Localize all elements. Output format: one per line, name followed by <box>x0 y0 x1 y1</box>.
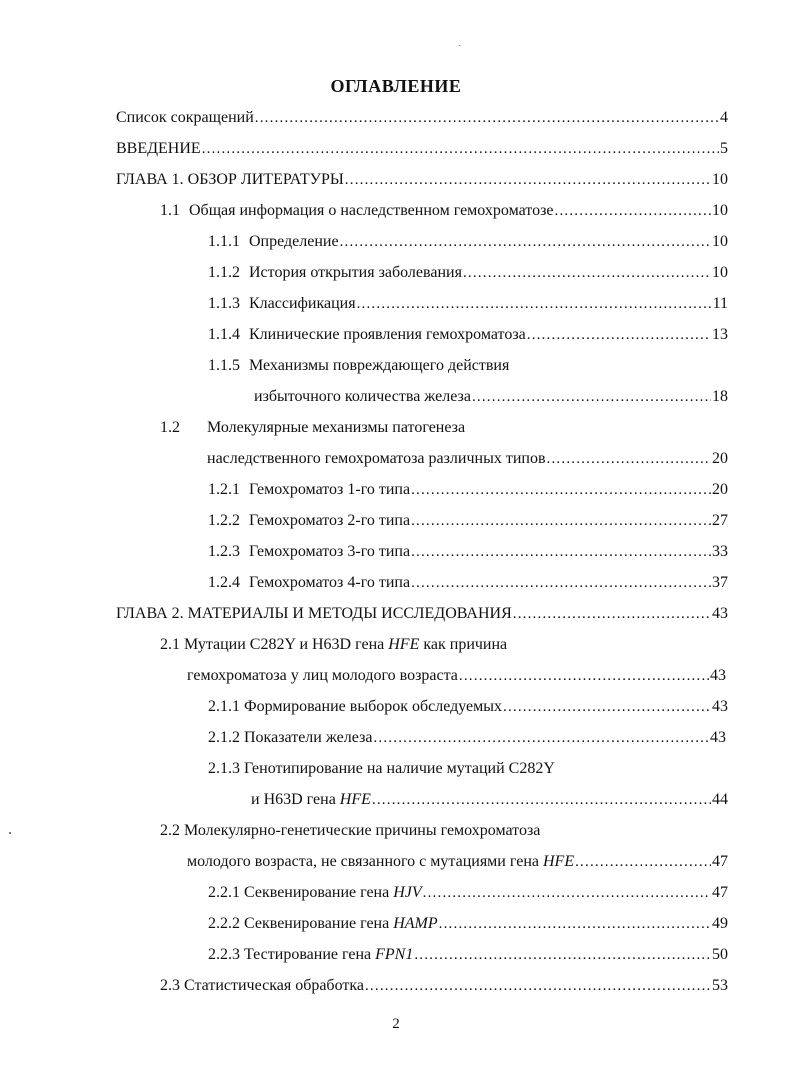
toc-leader-dots <box>372 790 711 810</box>
toc-entry-text: 2.1.2 Показатели железа <box>208 729 373 746</box>
toc-entry-1-2-1[interactable] <box>208 480 728 500</box>
toc-leader-dots <box>459 666 709 686</box>
toc-entry-text: ВВЕДЕНИЕ <box>116 140 201 157</box>
toc-page-number: 10 <box>712 171 728 188</box>
toc-section-number: 1.1 <box>160 202 180 219</box>
toc-page-number: 27 <box>712 512 728 529</box>
toc-entry-1-2-4[interactable] <box>208 573 728 593</box>
toc-leader-dots <box>463 263 711 283</box>
toc-section-number: 1.1.5 <box>208 357 240 374</box>
toc-entry-1-1-4[interactable] <box>208 325 728 345</box>
toc-page-number: 50 <box>712 946 728 963</box>
toc-entry-text: гемохроматоза у лиц молодого возраста <box>187 667 458 684</box>
toc-page-number: 43 <box>710 729 726 746</box>
toc-entry-text: Механизмы повреждающего действия <box>249 357 510 374</box>
toc-section-number: 1.2.2 <box>208 512 240 529</box>
scan-speck <box>9 832 11 834</box>
toc-page-number: 53 <box>712 977 728 994</box>
gene-name: HFE <box>339 791 371 808</box>
toc-entry-text: ГЛАВА 2. МАТЕРИАЛЫ И МЕТОДЫ ИССЛЕДОВАНИЯ <box>116 605 512 622</box>
toc-leader-dots <box>411 480 711 500</box>
toc-section-number: 1.2.1 <box>208 481 240 498</box>
toc-page-number: 33 <box>712 543 728 560</box>
toc-page-number: 18 <box>712 388 728 405</box>
toc-leader-dots <box>202 139 719 159</box>
toc-entry-text: Гемохроматоз 2-го типа <box>249 512 411 529</box>
toc-entry-2-2-2[interactable] <box>208 914 728 934</box>
toc-entry-text: избыточного количества железа <box>254 388 471 405</box>
toc-section-number: 1.1.2 <box>208 264 240 281</box>
toc-entry-2-1-3-continued[interactable] <box>251 790 728 810</box>
toc-page-number: 10 <box>712 202 728 219</box>
toc-entry-text: 2.3 Статистическая обработка <box>160 977 364 994</box>
toc-leader-dots <box>411 542 711 562</box>
toc-entry-1-1[interactable] <box>160 201 728 221</box>
toc-entry-chapter-1[interactable] <box>116 170 728 190</box>
toc-leader-dots <box>345 170 711 190</box>
toc-section-number: 1.1.4 <box>208 326 240 343</box>
toc-leader-dots <box>513 604 711 624</box>
page-title: ОГЛАВЛЕНИЕ <box>330 76 462 96</box>
toc-leader-dots <box>255 108 719 128</box>
toc-section-number: 1.2.3 <box>208 543 240 560</box>
toc-page-number: 43 <box>712 698 728 715</box>
toc-page-number: 10 <box>712 233 728 250</box>
toc-entry-chapter-2[interactable] <box>116 604 728 624</box>
toc-leader-dots <box>411 573 711 593</box>
toc-leader-dots <box>411 511 711 531</box>
toc-entry-2-1-continued[interactable] <box>187 666 726 686</box>
toc-entry-2-1-3[interactable] <box>208 759 555 779</box>
toc-entry-2-3[interactable] <box>160 976 728 996</box>
toc-entry-2-2[interactable] <box>160 821 540 841</box>
gene-name: FPN1 <box>375 946 414 963</box>
toc-entry-text: Клинические проявления гемохроматоза <box>249 326 526 343</box>
toc-entry-2-1[interactable] <box>160 635 507 655</box>
toc-leader-dots <box>503 697 711 717</box>
gene-name: HAMP <box>393 915 438 932</box>
toc-leader-dots <box>472 387 711 407</box>
toc-entry-text: Молекулярные механизмы патогенеза <box>207 419 466 436</box>
toc-page-number: 43 <box>710 667 726 684</box>
toc-page-number: 44 <box>712 791 728 808</box>
toc-entry-text: 2.1 Мутации C282Y и H63D гена HFE как причина <box>160 636 508 653</box>
toc-entry-text: 2.2.2 Секвенирование гена HAMP <box>208 915 438 932</box>
toc-entry-text: 2.1.1 Формирование выборок обследуемых <box>208 698 502 715</box>
toc-page-number: 47 <box>712 884 728 901</box>
toc-leader-dots <box>575 852 711 872</box>
toc-entry-2-1-1[interactable] <box>208 697 728 717</box>
toc-leader-dots <box>547 449 711 469</box>
toc-page-number: 20 <box>712 481 728 498</box>
toc-entry-2-2-1[interactable] <box>208 883 728 903</box>
toc-section-number: 1.2.4 <box>208 574 240 591</box>
toc-section-number: 1.2 <box>160 419 180 436</box>
toc-entry-1-2-3[interactable] <box>208 542 728 562</box>
toc-page-number: 20 <box>712 450 728 467</box>
toc-entry-text: Гемохроматоз 4-го типа <box>249 574 411 591</box>
toc-entry-1-2-2[interactable] <box>208 511 728 531</box>
toc-entry-1-2-continued[interactable] <box>207 449 728 469</box>
toc-page-number: 11 <box>712 295 728 312</box>
toc-section-number: 1.1.3 <box>208 295 240 312</box>
toc-page-number: 43 <box>712 605 728 622</box>
toc-entry-text: Классификация <box>249 295 356 312</box>
toc-entry-text: ГЛАВА 1. ОБЗОР ЛИТЕРАТУРЫ <box>116 171 344 188</box>
toc-entry-1-1-3[interactable] <box>208 294 728 314</box>
toc-entry-1-1-5-continued[interactable] <box>254 387 728 407</box>
toc-page-number: 10 <box>712 264 728 281</box>
toc-leader-dots <box>357 294 712 314</box>
toc-entry-text: 2.2.3 Тестирование гена FPN1 <box>208 946 414 963</box>
toc-entry-text: 2.2.1 Секвенирование гена HJV <box>208 884 422 901</box>
toc-page-number: 13 <box>712 326 728 343</box>
toc-entry-text: 2.2 Молекулярно-генетические причины гемохроматоза <box>160 822 541 839</box>
gene-name: HFE <box>542 853 575 870</box>
toc-leader-dots <box>365 976 711 996</box>
toc-section-number: 1.1.1 <box>208 233 240 250</box>
page-number: 2 <box>392 1016 400 1032</box>
toc-entry-text: Общая информация о наследственном гемохроматозе <box>189 202 554 219</box>
toc-entry-text: Гемохроматоз 1-го типа <box>249 481 411 498</box>
toc-entry-2-1-2[interactable] <box>208 728 726 748</box>
toc-entry-text: 2.1.3 Генотипирование на наличие мутаций C282Y <box>208 760 555 777</box>
toc-entry-text: Гемохроматоз 3-го типа <box>249 543 411 560</box>
toc-leader-dots <box>527 325 711 345</box>
toc-entry-abbreviations[interactable] <box>116 108 728 128</box>
toc-page-number: 49 <box>712 915 728 932</box>
toc-entry-2-2-continued[interactable] <box>187 852 728 872</box>
toc-entry-text: Определение <box>249 233 339 250</box>
gene-name: HJV <box>393 884 422 901</box>
toc-leader-dots <box>555 201 712 221</box>
toc-entry-text: молодого возраста, не связанного с мутациями гена HFE <box>187 853 575 870</box>
toc-leader-dots <box>414 945 711 965</box>
toc-page-number: 47 <box>712 853 728 870</box>
toc-leader-dots <box>439 914 711 934</box>
toc-entry-text: и H63D гена HFE <box>251 791 371 808</box>
scan-mark: ˏ <box>458 36 462 47</box>
toc-entry-introduction[interactable] <box>116 139 728 159</box>
toc-page-number: 37 <box>712 574 728 591</box>
toc-page-number: 5 <box>720 140 728 157</box>
gene-name: HFE <box>388 636 420 653</box>
toc-entry-text: наследственного гемохроматоза различных типов <box>207 450 546 467</box>
toc-entry-1-1-2[interactable] <box>208 263 728 283</box>
toc-entry-text: История открытия заболевания <box>249 264 462 281</box>
toc-entry-text: Список сокращений <box>116 109 254 126</box>
toc-entry-1-1-1[interactable] <box>208 232 728 252</box>
toc-leader-dots <box>423 883 711 903</box>
toc-leader-dots <box>340 232 711 252</box>
toc-entry-2-2-3[interactable] <box>208 945 728 965</box>
toc-page-number: 4 <box>720 109 728 126</box>
toc-entry-1-1-5[interactable] <box>208 356 509 376</box>
toc-leader-dots <box>373 728 709 748</box>
toc-entry-1-2[interactable] <box>160 418 465 438</box>
